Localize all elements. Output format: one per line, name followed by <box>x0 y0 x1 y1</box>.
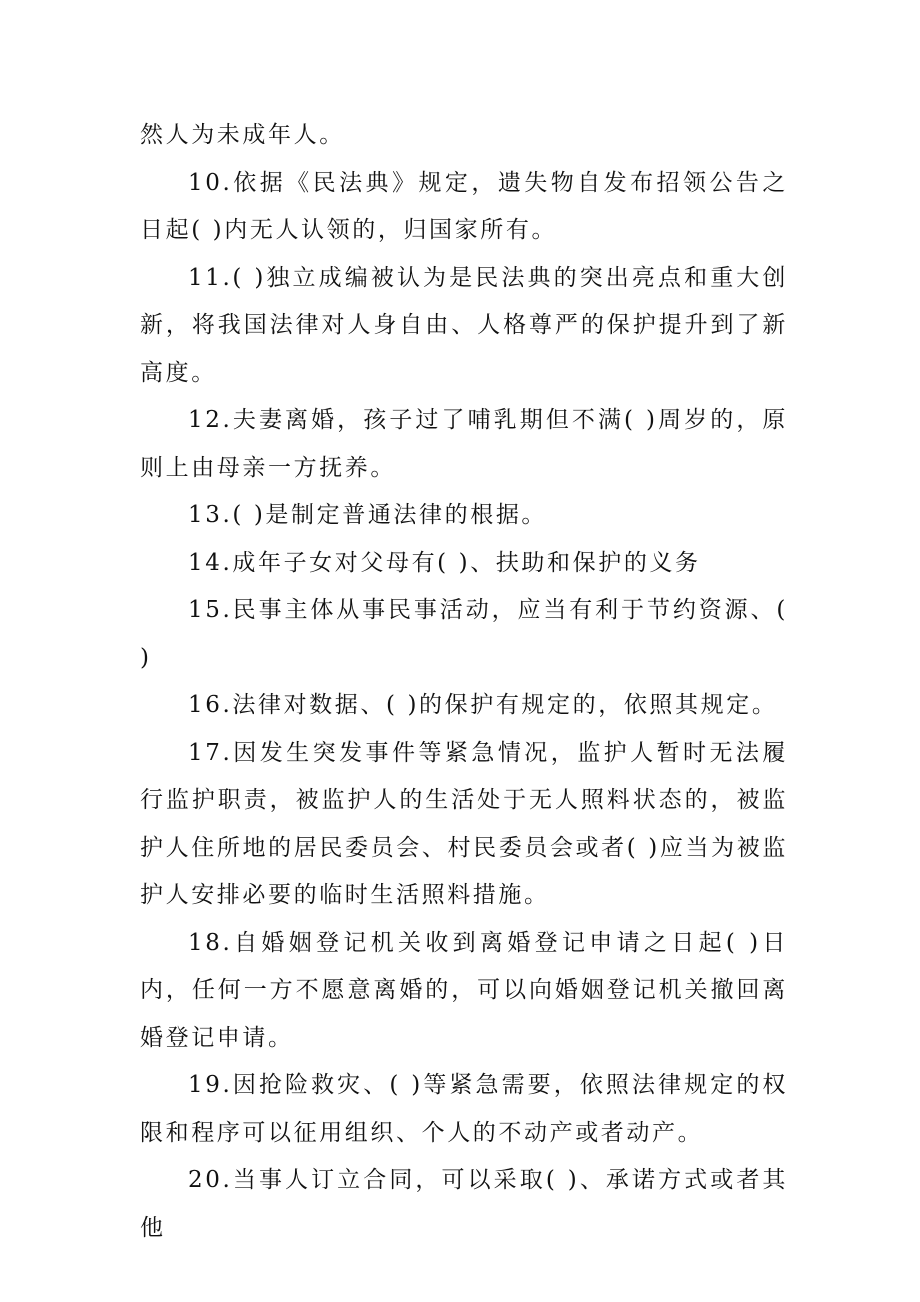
question-19: 19.因抢险救灾、( )等紧急需要，依照法律规定的权限和程序可以征用组织、个人的不动产或者动产。 <box>140 1072 788 1146</box>
question-12: 12.夫妻离婚，孩子过了哺乳期但不满( )周岁的，原则上由母亲一方抚养。 <box>140 407 788 481</box>
question-20: 20.当事人订立合同，可以采取( )、承诺方式或者其他 <box>140 1167 788 1241</box>
question-18: 18.自婚姻登记机关收到离婚登记申请之日起( )日内，任何一方不愿意离婚的，可以向婚姻登记机关撤回离婚登记申请。 <box>140 929 788 1051</box>
question-10: 10.依据《民法典》规定，遗失物自发布招领公告之日起( )内无人认领的，归国家所有。 <box>140 169 788 243</box>
question-15: 15.民事主体从事民事活动，应当有利于节约资源、( ) <box>140 597 788 671</box>
document-body <box>140 112 788 1252</box>
question-11: 11.( )独立成编被认为是民法典的突出亮点和重大创新，将我国法律对人身自由、人格尊严的保护提升到了新高度。 <box>140 264 788 386</box>
question-13: 13.( )是制定普通法律的根据。 <box>188 502 548 528</box>
paragraph-continuation: 然人为未成年人。 <box>140 122 345 148</box>
question-14: 14.成年子女对父母有( )、扶助和保护的义务 <box>188 549 701 576</box>
question-16: 16.法律对数据、( )的保护有规定的，依照其规定。 <box>188 692 778 718</box>
question-17: 17.因发生突发事件等紧急情况，监护人暂时无法履行监护职责，被监护人的生活处于无人照料状态的，被监护人住所地的居民委员会、村民委员会或者( )应当为被监护人安排必要的临时生活照料措施。 <box>140 739 788 908</box>
